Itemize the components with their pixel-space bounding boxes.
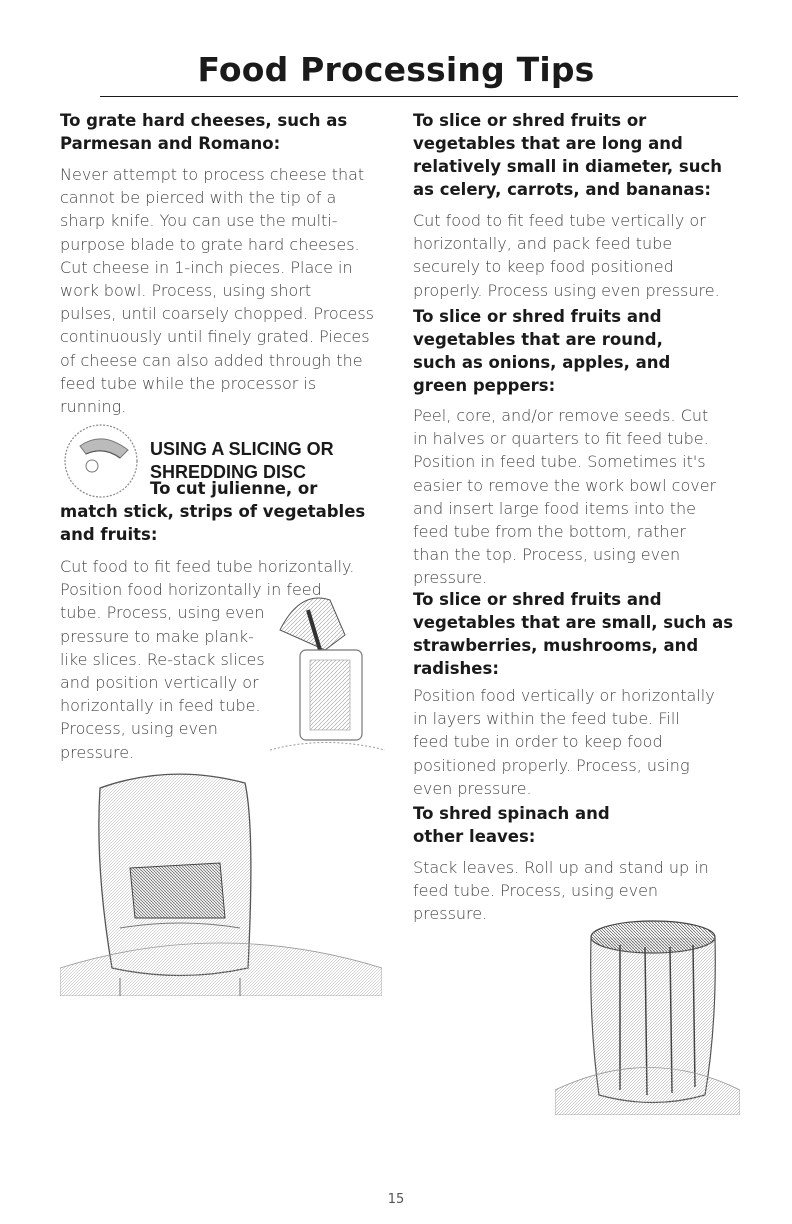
heading-line: other leaves: [413, 827, 536, 846]
heading-line: To cut julienne, or [150, 479, 318, 498]
body-line: pressure. [413, 568, 488, 588]
body-line: of cheese can also added through the [60, 350, 363, 370]
heading-line: and fruits: [60, 525, 158, 544]
page-number: 15 [387, 1192, 405, 1207]
title-divider [100, 96, 738, 97]
body-line: like slices. Re-stack slices [60, 649, 265, 669]
body-line: feed tube in order to keep food [413, 732, 663, 752]
body-line: purpose blade to grate hard cheeses. [60, 234, 360, 254]
small-body [413, 684, 715, 800]
body-line: properly. Process using even pressure. [413, 280, 720, 300]
heading-line: relatively small in diameter, such [413, 157, 722, 176]
body-line: feed tube. Process, using even [413, 881, 659, 901]
body-line: feed tube from the bottom, rather [413, 522, 686, 542]
body-line: Cut food to fit feed tube vertically or [413, 211, 706, 230]
heading-line: strawberries, mushrooms, and [413, 636, 699, 655]
body-line: horizontally in feed tube. [60, 696, 261, 716]
body-line: Stack leaves. Roll up and stand up in [413, 858, 709, 877]
body-line: pressure. [60, 742, 135, 762]
body-line: and insert large food items into the [413, 498, 696, 518]
heading-line: To slice or shred fruits and [413, 307, 662, 326]
grate-heading [60, 109, 347, 155]
heading-line: such as onions, apples, and [413, 353, 671, 372]
heading-line: green peppers: [413, 376, 556, 395]
body-line: Position food vertically or horizontally [413, 686, 715, 705]
body-line: work bowl. Process, using short [60, 281, 312, 301]
body-line: in halves or quarters to fit feed tube. [413, 429, 709, 449]
body-line: pulses, until coarsely chopped. Process [60, 304, 375, 324]
long-body [413, 209, 720, 302]
body-line: Cut food to fit feed tube horizontally. [60, 557, 355, 576]
heading-line: match stick, strips of vegetables [60, 502, 366, 521]
rolled-leaves-processor-illustration [555, 915, 740, 1115]
heading-line: To grate hard cheeses, such as [60, 111, 348, 130]
body-line: pressure. [413, 904, 488, 924]
spinach-heading [413, 802, 610, 848]
body-line: securely to keep food positioned [413, 257, 674, 277]
body-line: and position vertically or [60, 673, 259, 693]
body-line: positioned properly. Process, using [413, 755, 690, 775]
body-line: continuously until finely grated. Pieces [60, 327, 370, 347]
heading-line: To shred spinach and [413, 804, 610, 823]
body-line: horizontally, and pack feed tube [413, 234, 673, 254]
round-body [413, 404, 716, 590]
body-line: sharp knife. You can use the multi- [60, 211, 338, 231]
heading-line: Parmesan and Romano: [60, 134, 281, 153]
body-line: tube. Process, using even [60, 603, 265, 623]
heading-line: radishes: [413, 659, 499, 678]
heading-line: as celery, carrots, and bananas: [413, 180, 711, 199]
body-line: Never attempt to process cheese that [60, 165, 365, 184]
body-line: easier to remove the work bowl cover [413, 475, 717, 495]
body-line: Process, using even [60, 719, 218, 739]
feed-tube-hand-illustration [270, 590, 385, 760]
body-line: Position in feed tube. Sometimes it's [413, 452, 706, 472]
heading-line: To slice or shred fruits or [413, 111, 647, 130]
heading-line: To slice or shred fruits and [413, 590, 662, 609]
food-processor-illustration [60, 768, 382, 996]
long-heading [413, 109, 722, 201]
page-title: Food Processing Tips [197, 50, 595, 89]
heading-line: vegetables that are round, [413, 330, 663, 349]
body-line: cannot be pierced with the tip of a [60, 188, 337, 208]
julienne-heading [60, 477, 365, 546]
round-heading [413, 305, 670, 397]
small-heading [413, 588, 733, 680]
body-line: Position food horizontally in feed [60, 580, 322, 600]
body-line: feed tube while the processor is [60, 373, 317, 393]
body-line: even pressure. [413, 778, 532, 798]
heading-line: vegetables that are small, such as [413, 613, 734, 632]
heading-line: SHREDDING DISC [150, 462, 307, 482]
body-line: than the top. Process, using even [413, 545, 681, 565]
body-line: in layers within the feed tube. Fill [413, 709, 680, 729]
body-line: pressure to make plank- [60, 626, 254, 646]
body-line: running. [60, 397, 127, 417]
grate-body [60, 163, 374, 418]
body-line: Cut cheese in 1-inch pieces. Place in [60, 257, 353, 277]
heading-line: USING A SLICING OR [150, 439, 334, 459]
heading-line: vegetables that are long and [413, 134, 683, 153]
body-line: Peel, core, and/or remove seeds. Cut [413, 406, 709, 425]
